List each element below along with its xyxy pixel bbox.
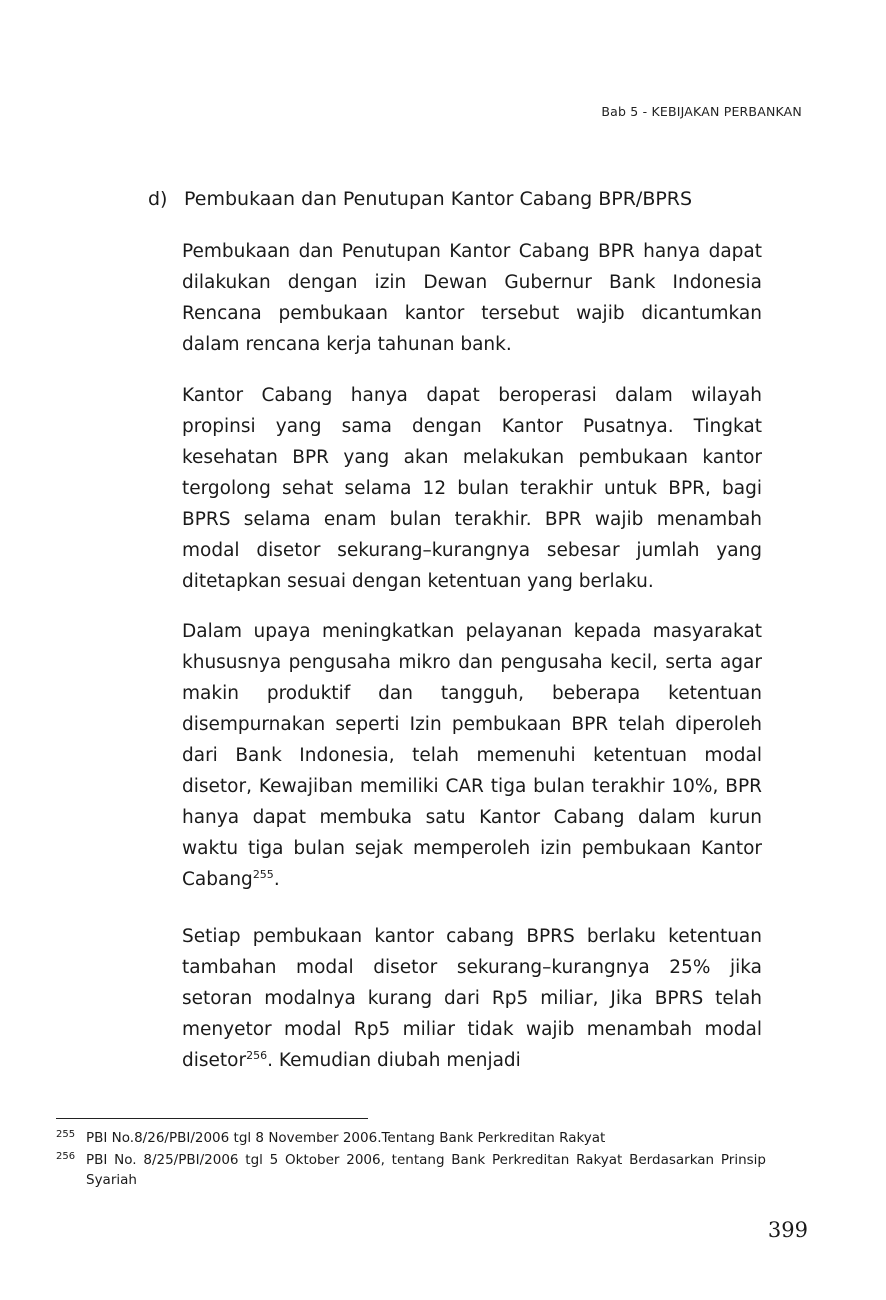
- running-header: Bab 5 - KEBIJAKAN PERBANKAN: [601, 104, 802, 119]
- paragraph-2: [182, 380, 762, 597]
- footnote-number: 255: [56, 1129, 76, 1140]
- footnote-divider: [56, 1118, 368, 1119]
- footnote-256: [56, 1150, 766, 1190]
- footnote-text: PBI No.8/26/PBI/2006 tgl 8 November 2006.Tentang Bank Perkreditan Rakyat: [86, 1130, 606, 1146]
- page-number: 399: [767, 1218, 808, 1242]
- section-heading: [148, 188, 692, 210]
- section-title: Pembukaan dan Penutupan Kantor Cabang BPR/BPRS: [184, 188, 693, 210]
- paragraph-4-tail: . Kemudian diubah menjadi: [267, 1050, 521, 1071]
- paragraph-3: [182, 616, 762, 895]
- paragraph-4-text: Setiap pembukaan kantor cabang BPRS berlaku ketentuan tambahan modal disetor sekurang–kurangnya 25% jika setoran modalnya kurang dari Rp5 miliar, Jika BPRS telah menyetor modal Rp5 miliar tidak wajib menambah modal disetor: [182, 926, 762, 1071]
- paragraph-3-tail: .: [273, 869, 280, 890]
- paragraph-1-text: Pembukaan dan Penutupan Kantor Cabang BPR hanya dapat dilakukan dengan izin Dewan Gubernur Bank Indonesia Rencana pembukaan kantor tersebut wajib dicantumkan dalam rencana kerja tahunan bank.: [182, 241, 762, 355]
- footnote-text: PBI No. 8/25/PBI/2006 tgl 5 Oktober 2006, tentang Bank Perkreditan Rakyat Berdasarkan Prinsip Syariah: [86, 1152, 766, 1188]
- footnote-ref-256[interactable]: 256: [246, 1048, 268, 1062]
- footnote-ref-255[interactable]: 255: [252, 867, 274, 881]
- paragraph-4: [182, 921, 762, 1076]
- footnote-255: [56, 1128, 766, 1148]
- paragraph-2-text: Kantor Cabang hanya dapat beroperasi dalam wilayah propinsi yang sama dengan Kantor Pusatnya. Tingkat kesehatan BPR yang akan melakukan pembukaan kantor tergolong sehat selama 12 bulan terakhir untuk BPR, bagi BPRS selama enam bulan terakhir. BPR wajib menambah modal disetor sekurang–kurangnya sebesar jumlah yang ditetapkan sesuai dengan ketentuan yang berlaku.: [182, 385, 762, 592]
- footnote-number: 256: [56, 1151, 76, 1162]
- paragraph-1: [182, 236, 762, 360]
- section-marker: d): [148, 188, 168, 210]
- paragraph-3-text: Dalam upaya meningkatkan pelayanan kepada masyarakat khususnya pengusaha mikro dan pengusaha kecil, serta agar makin produktif dan tangguh, beberapa ketentuan disempurnakan seperti Izin pembukaan BPR telah diperoleh dari Bank Indonesia, telah memenuhi ketentuan modal disetor, Kewajiban memiliki CAR tiga bulan terakhir 10%, BPR hanya dapat membuka satu Kantor Cabang dalam kurun waktu tiga bulan sejak memperoleh izin pembukaan Kantor Cabang: [182, 621, 762, 890]
